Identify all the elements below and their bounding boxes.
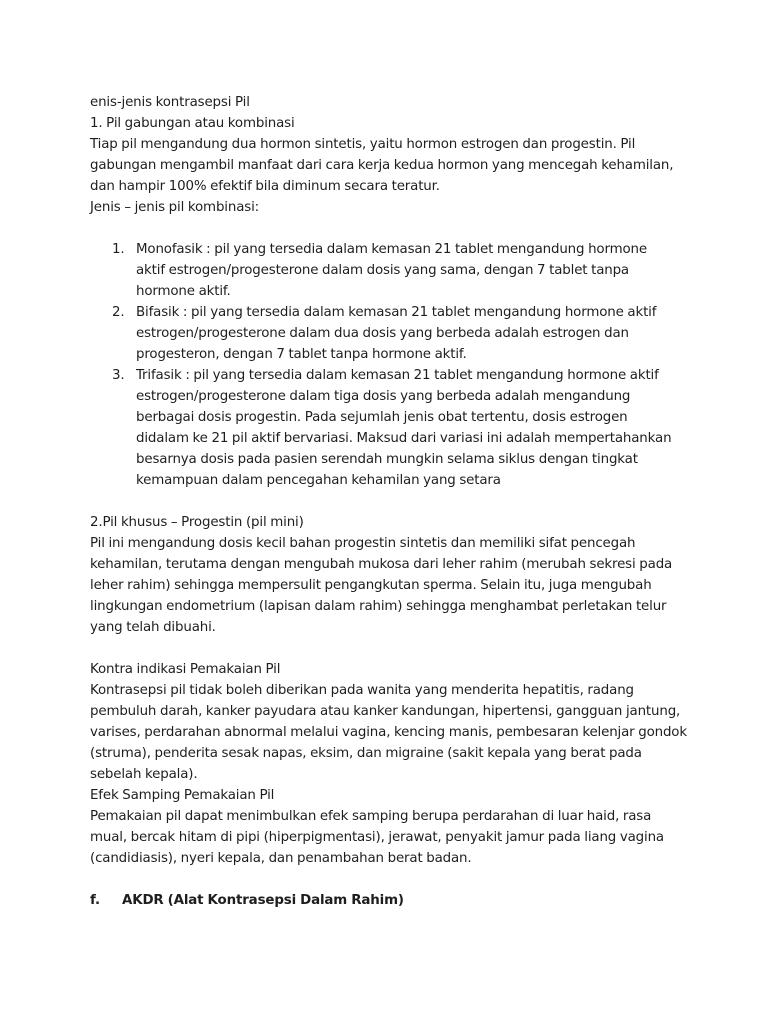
contraindications-heading: Kontra indikasi Pemakaian Pil (90, 662, 281, 677)
document-title: enis-jenis kontrasepsi Pil (90, 95, 250, 110)
side-effects-paragraph: Pemakaian pil dapat menimbulkan efek samping berupa perdarahan di luar haid, rasa mual, bercak hitam di pipi (hiperpigmentasi), jerawat, penyakit jamur pada liang vagina (candidiasis), nyeri kepala, dan penambahan berat badan. (90, 809, 664, 866)
list-item-number: 1. (112, 242, 125, 257)
list-item (90, 365, 676, 491)
spacer (90, 491, 690, 512)
section-2-heading: 2.Pil khusus – Progestin (pil mini) (90, 515, 304, 530)
list-item (90, 302, 676, 365)
list-item-text: Trifasik : pil yang tersedia dalam kemasan 21 tablet mengandung hormone aktif estrogen/progesterone dalam tiga dosis yang berbeda adalah mengandung berbagai dosis progestin. Pada sejumlah jenis obat tertentu, dosis estrogen didalam ke 21 pil aktif bervariasi. Maksud dari variasi ini adalah mempertahankan besarnya dosis pada pasien serendah mungkin selama siklus dengan tingkat kemampuan dalam pencegahan kehamilan yang setara (136, 368, 672, 488)
akdr-heading (90, 890, 690, 911)
list-item-number: 2. (112, 305, 125, 320)
list-item-text: Monofasik : pil yang tersedia dalam kemasan 21 tablet mengandung hormone aktif estrogen/progesterone dalam dosis yang sama, dengan 7 tablet tanpa hormone aktif. (136, 242, 647, 299)
document-page (90, 92, 690, 911)
akdr-heading-text: AKDR (Alat Kontrasepsi Dalam Rahim) (122, 893, 404, 908)
list-item-text: Bifasik : pil yang tersedia dalam kemasan 21 tablet mengandung hormone aktif estrogen/progesterone dalam dua dosis yang berbeda adalah estrogen dan progesteron, dengan 7 tablet tanpa hormone aktif. (136, 305, 657, 362)
contraindications-paragraph: Kontrasepsi pil tidak boleh diberikan pada wanita yang menderita hepatitis, radang pembuluh darah, kanker payudara atau kanker kandungan, hipertensi, gangguan jantung, varises, perdarahan abnormal melalui vagina, kencing manis, pembesaran kelenjar gondok (struma), penderita sesak napas, eksim, dan migraine (sakit kepala yang berat pada sebelah kepala). (90, 683, 687, 782)
spacer (90, 218, 690, 239)
section-1-heading: 1. Pil gabungan atau kombinasi (90, 116, 295, 131)
pill-types-list (90, 239, 690, 491)
pill-types-intro: Jenis – jenis pil kombinasi: (90, 200, 260, 215)
section-2-paragraph: Pil ini mengandung dosis kecil bahan progestin sintetis dan memiliki sifat pencegah kehamilan, terutama dengan mengubah mukosa dari leher rahim (merubah sekresi pada leher rahim) sehingga mempersulit pengangkutan sperma. Selain itu, juga mengubah lingkungan endometrium (lapisan dalam rahim) sehingga menghambat perletakan telur yang telah dibuahi. (90, 536, 673, 635)
section-1-paragraph: Tiap pil mengandung dua hormon sintetis, yaitu hormon estrogen dan progestin. Pil gabungan mengambil manfaat dari cara kerja kedua hormon yang mencegah kehamilan, dan hampir 100% efektif bila diminum secara teratur. (90, 137, 674, 194)
side-effects-heading: Efek Samping Pemakaian Pil (90, 788, 275, 803)
section-letter: f. (90, 893, 100, 908)
spacer (90, 638, 690, 659)
list-item (90, 239, 676, 302)
list-item-number: 3. (112, 368, 125, 383)
